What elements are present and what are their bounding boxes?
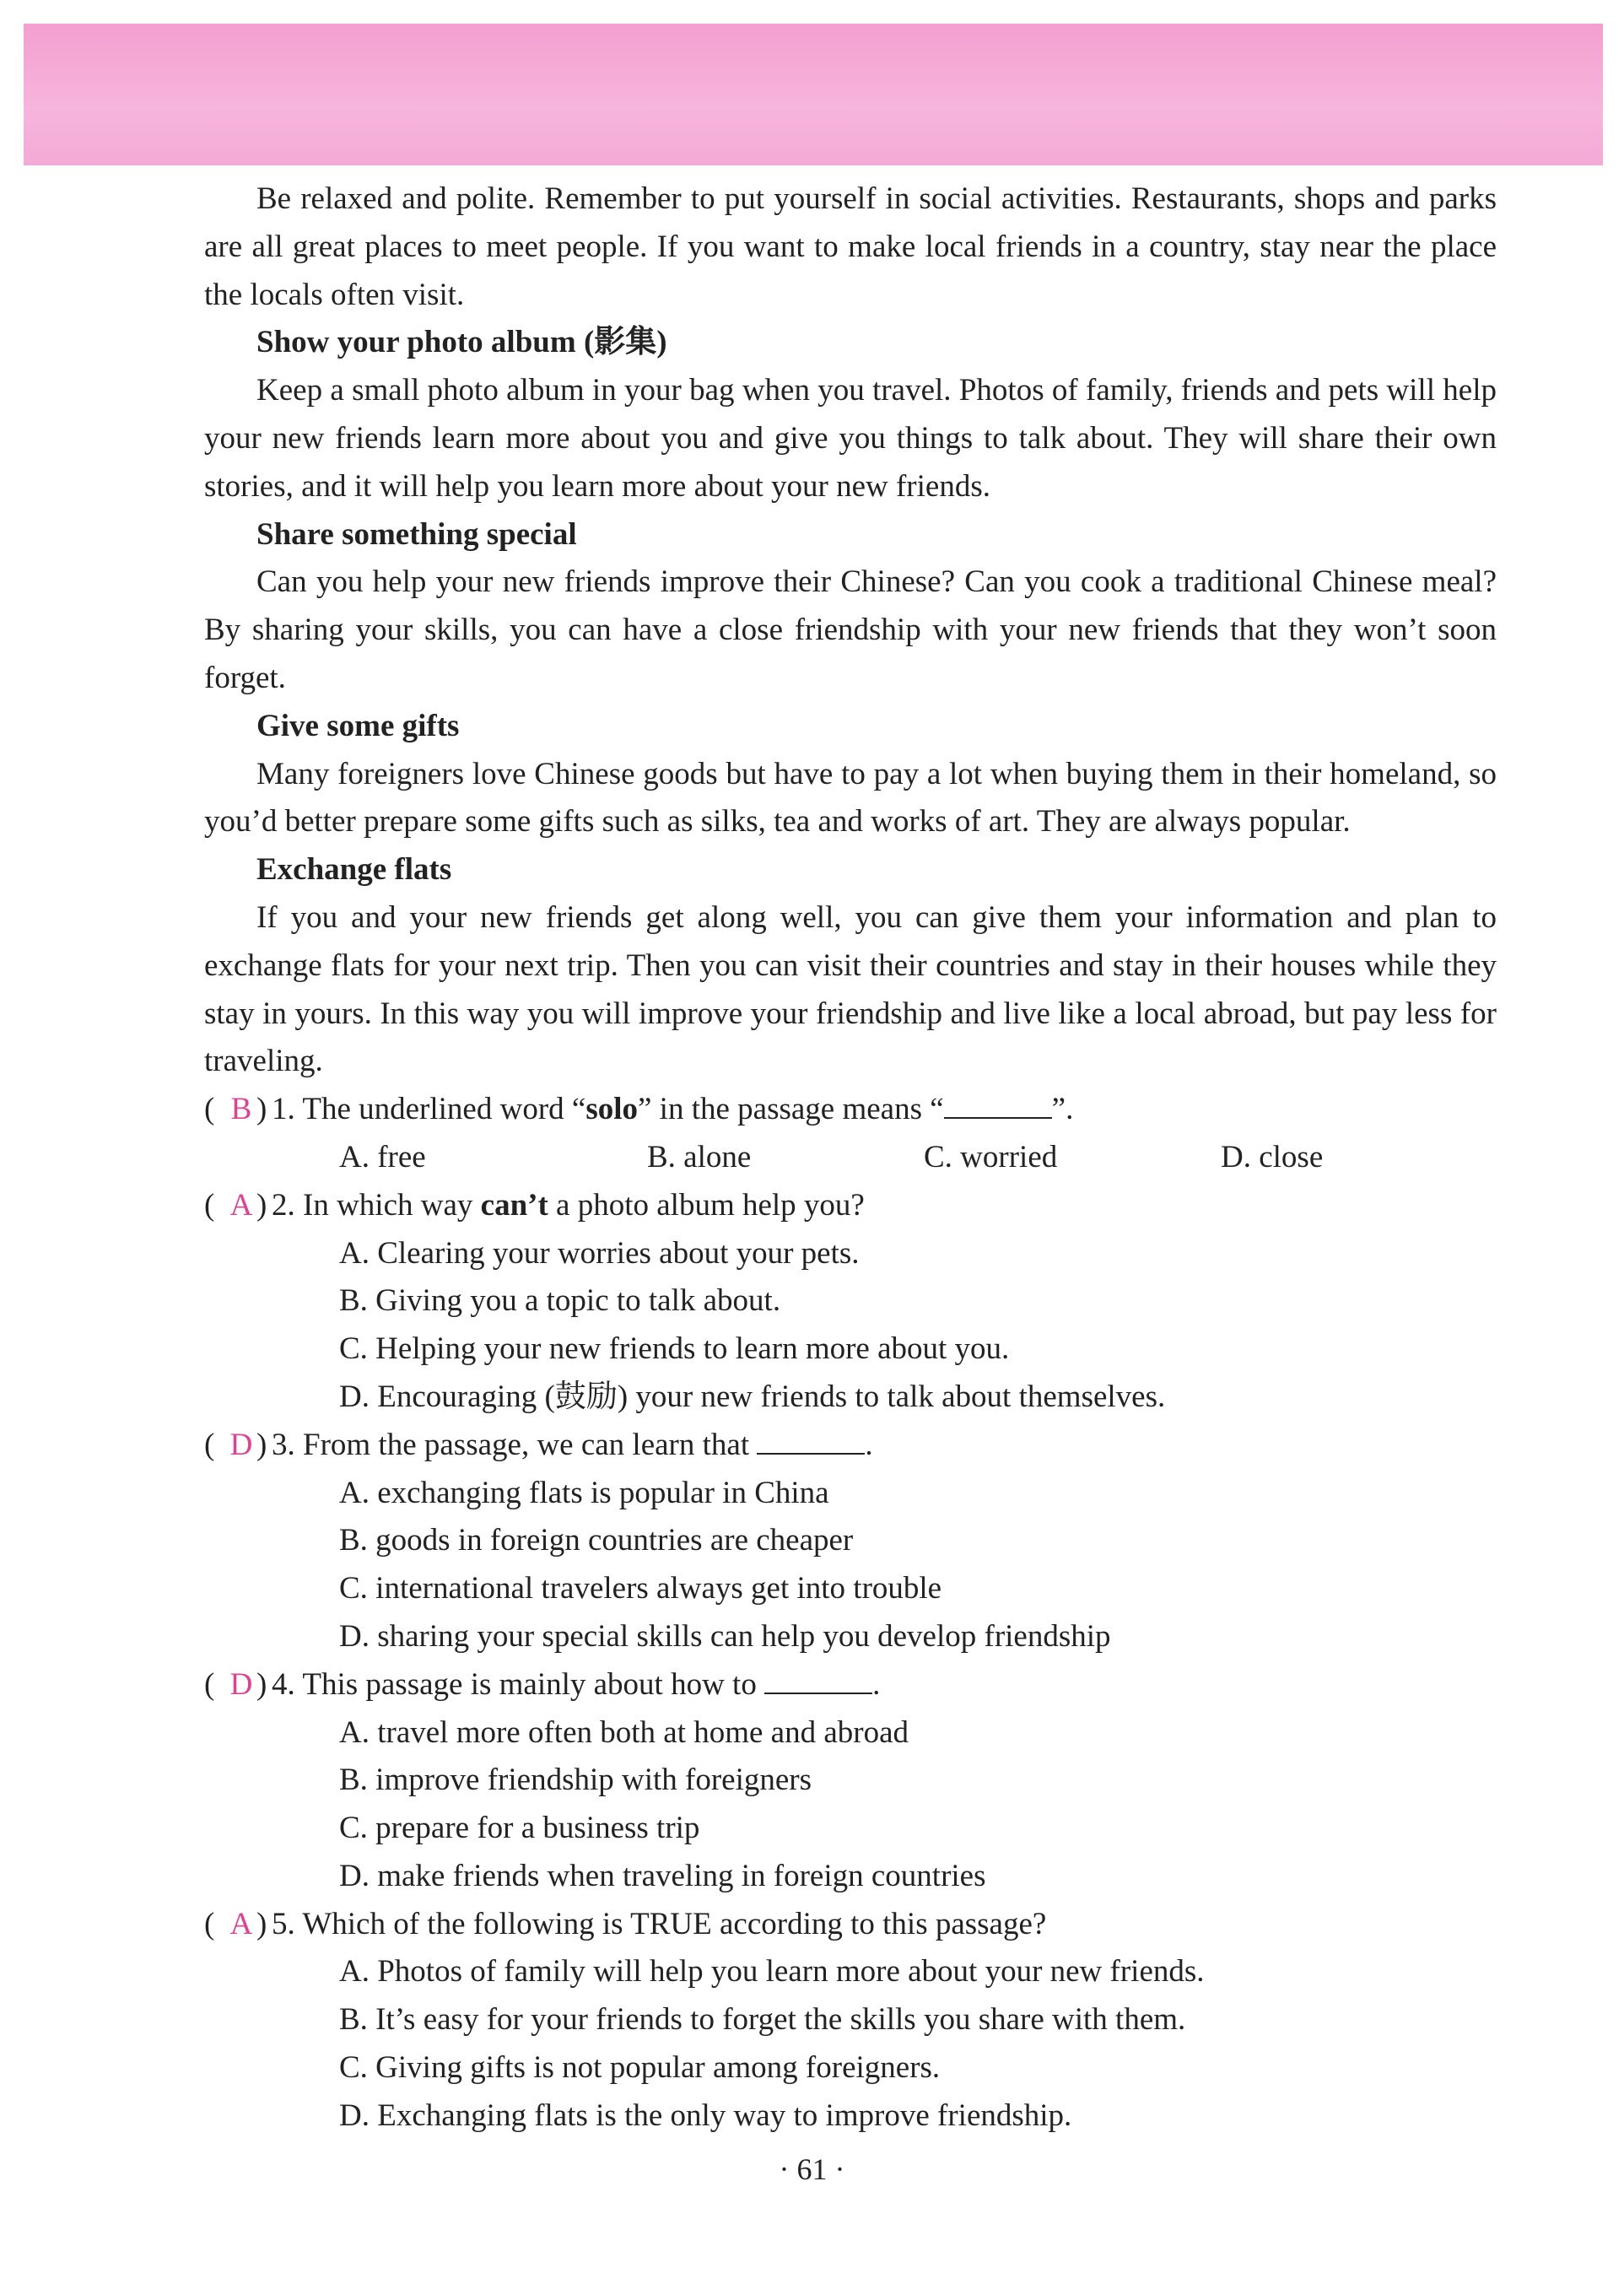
option-a: A. exchanging flats is popular in China bbox=[339, 1475, 829, 1510]
section-body: Keep a small photo album in your bag when you travel. Photos of family, friends and pets will help your new friends learn more about you and give you things to talk about. They will share their own stories, and it will help you learn more about your new friends. bbox=[204, 373, 1497, 504]
option-b: B. improve friendship with foreigners bbox=[339, 1763, 812, 1798]
question-post: . bbox=[865, 1427, 873, 1462]
answer-5: A bbox=[229, 1906, 253, 1941]
question-1 bbox=[204, 1086, 1497, 1134]
paren-open: ( bbox=[204, 1906, 215, 1941]
question-4 bbox=[204, 1661, 1497, 1709]
question-post: a photo album help you? bbox=[548, 1187, 865, 1223]
section-heading: Give some gifts bbox=[256, 708, 460, 743]
question-number: 2. bbox=[272, 1187, 295, 1223]
question-2 bbox=[204, 1182, 1497, 1230]
option-b: B. alone bbox=[647, 1139, 752, 1174]
option-c: C. worried bbox=[924, 1139, 1058, 1174]
paren-close: ) bbox=[256, 1092, 267, 1127]
option-d: D. make friends when traveling in foreign countries bbox=[339, 1858, 986, 1893]
section-heading: Exchange flats bbox=[256, 852, 452, 888]
question-pre: From the passage, we can learn that bbox=[303, 1427, 758, 1462]
paren-open: ( bbox=[204, 1187, 215, 1223]
answer-blank bbox=[764, 1667, 872, 1694]
question-pre: In which way bbox=[303, 1187, 481, 1223]
option-row bbox=[204, 1134, 1497, 1182]
page-content bbox=[204, 175, 1497, 2141]
option-a: A. free bbox=[339, 1139, 426, 1174]
option-c: C. Helping your new friends to learn more about you. bbox=[339, 1331, 1010, 1367]
option-a: A. travel more often both at home and abroad bbox=[339, 1714, 909, 1750]
section-heading: Show your photo album (影集) bbox=[256, 325, 667, 360]
question-text bbox=[265, 1901, 1046, 1949]
question-text bbox=[265, 1422, 873, 1470]
answer-blank bbox=[944, 1092, 1052, 1119]
question-number: 1. bbox=[272, 1092, 295, 1127]
question-number: 4. bbox=[272, 1666, 295, 1702]
section-body: If you and your new friends get along well, you can give them your information and plan to exchange flats for your next trip. Then you can visit their countries and stay in their houses while they stay in yours. In this way you will improve your friendship and live like a local abroad, but pay less for traveling. bbox=[204, 899, 1497, 1079]
paren-open: ( bbox=[204, 1666, 215, 1702]
answer-2: A bbox=[229, 1187, 253, 1223]
question-text bbox=[265, 1086, 1073, 1134]
question-5 bbox=[204, 1901, 1497, 1949]
question-number: 3. bbox=[272, 1427, 295, 1462]
paren-close: ) bbox=[256, 1187, 267, 1223]
option-c: C. prepare for a business trip bbox=[339, 1811, 700, 1846]
option-d: D. Exchanging flats is the only way to improve friendship. bbox=[339, 2098, 1072, 2133]
page-number: · 61 · bbox=[779, 2152, 845, 2186]
option-b: B. Giving you a topic to talk about. bbox=[339, 1283, 781, 1319]
paren-close: ) bbox=[256, 1666, 267, 1702]
option-d: D. Encouraging (鼓励) your new friends to talk about themselves. bbox=[339, 1379, 1166, 1414]
question-bold-word: solo bbox=[585, 1092, 638, 1127]
paren-close: ) bbox=[256, 1906, 267, 1941]
question-pre: Which of the following is TRUE according to this passage? bbox=[302, 1906, 1047, 1941]
option-d: D. close bbox=[1221, 1139, 1324, 1174]
question-text bbox=[265, 1182, 865, 1230]
question-post: . bbox=[872, 1666, 881, 1702]
question-post2: ”. bbox=[1051, 1092, 1074, 1127]
option-b: B. It’s easy for your friends to forget the skills you share with them. bbox=[339, 2002, 1186, 2038]
section-body: Many foreigners love Chinese goods but have to pay a lot when buying them in their homeland, so you’d better prepare some gifts such as silks, tea and works of art. They are always popular. bbox=[204, 756, 1497, 840]
answer-3: D bbox=[229, 1427, 253, 1462]
question-3 bbox=[204, 1422, 1497, 1470]
option-a: A. Clearing your worries about your pets. bbox=[339, 1235, 860, 1271]
paren-close: ) bbox=[256, 1427, 267, 1462]
option-c: C. international travelers always get into trouble bbox=[339, 1571, 942, 1606]
paren-open: ( bbox=[204, 1092, 215, 1127]
answer-4: D bbox=[229, 1666, 253, 1702]
intro-paragraph: Be relaxed and polite. Remember to put yourself in social activities. Restaurants, shops and parks are all great places to meet people. If you want to make local friends in a country, stay near the place the locals often visit. bbox=[204, 181, 1497, 312]
question-post: ” in the passage means “ bbox=[638, 1092, 944, 1127]
section-heading: Share something special bbox=[256, 516, 577, 552]
section-body: Can you help your new friends improve their Chinese? Can you cook a traditional Chinese meal? By sharing your skills, you can have a close friendship with your new friends that they won’t soon forget. bbox=[204, 564, 1497, 695]
option-d: D. sharing your special skills can help you develop friendship bbox=[339, 1618, 1111, 1654]
question-bold-word: can’t bbox=[480, 1187, 548, 1223]
question-number: 5. bbox=[272, 1906, 295, 1941]
answer-blank bbox=[757, 1428, 865, 1455]
question-pre: This passage is mainly about how to bbox=[302, 1666, 765, 1702]
option-c: C. Giving gifts is not popular among foreigners. bbox=[339, 2050, 941, 2086]
option-b: B. goods in foreign countries are cheaper bbox=[339, 1523, 854, 1558]
answer-1: B bbox=[230, 1092, 252, 1127]
question-pre: The underlined word “ bbox=[302, 1092, 586, 1127]
option-a: A. Photos of family will help you learn more about your new friends. bbox=[339, 1954, 1205, 1990]
paren-open: ( bbox=[204, 1427, 215, 1462]
header-band bbox=[24, 24, 1603, 165]
question-text bbox=[265, 1661, 880, 1709]
